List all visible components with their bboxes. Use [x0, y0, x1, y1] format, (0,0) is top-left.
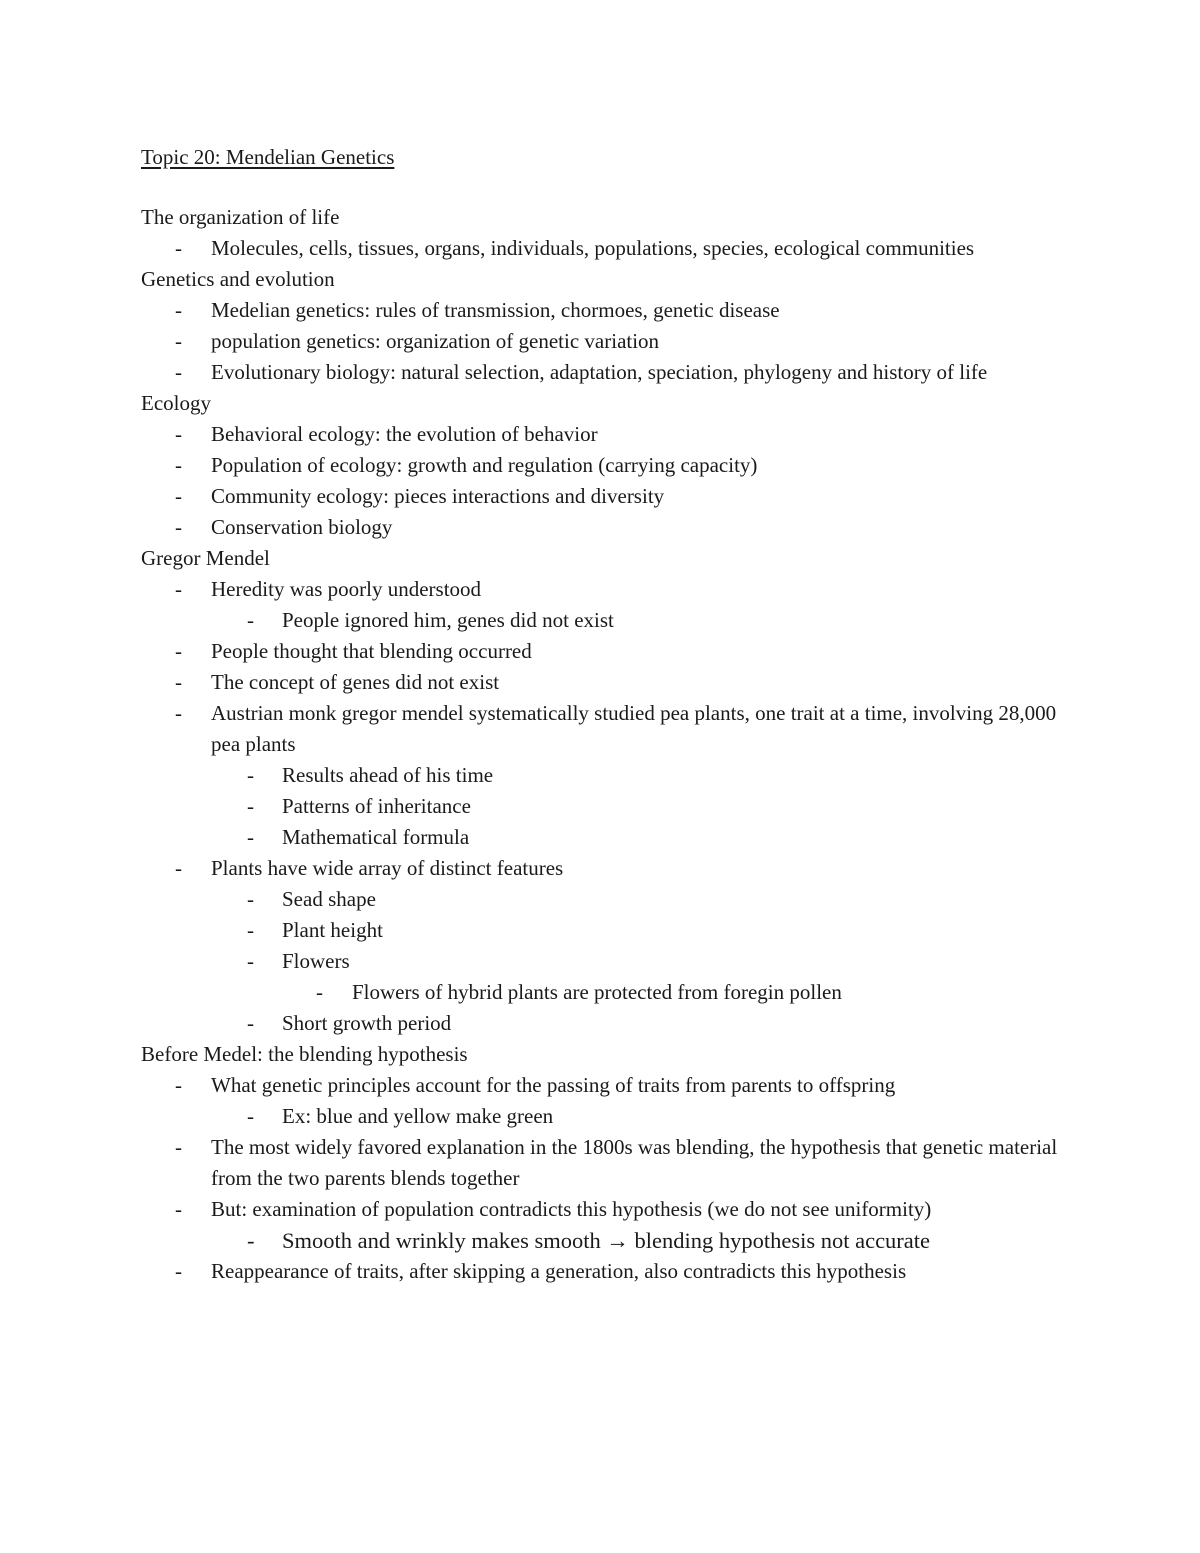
bullet-item-level-1	[141, 326, 1071, 357]
dash-bullet-icon: -	[247, 763, 254, 787]
dash-bullet-icon: -	[175, 1135, 182, 1159]
bullet-item-level-2	[141, 791, 1071, 822]
dash-bullet-icon: -	[175, 484, 182, 508]
bullet-text: Flowers of hybrid plants are protected from foregin pollen	[352, 980, 842, 1004]
bullet-text: The most widely favored explanation in the 1800s was blending, the hypothesis that genetic material from the two parents blends together	[211, 1135, 1058, 1190]
bullet-text: Short growth period	[282, 1011, 452, 1035]
notes-body	[141, 202, 1071, 1287]
bullet-item-level-1	[141, 636, 1071, 667]
dash-bullet-icon: -	[175, 639, 182, 663]
dash-bullet-icon: -	[247, 1104, 254, 1128]
dash-bullet-icon: -	[175, 1073, 182, 1097]
dash-bullet-icon: -	[247, 1011, 254, 1035]
bullet-item-level-1	[141, 1194, 1071, 1225]
section-heading: Genetics and evolution	[141, 267, 335, 291]
bullet-item-level-1	[141, 698, 1071, 760]
bullet-text: Austrian monk gregor mendel systematically studied pea plants, one trait at a time, involving 28,000 pea plants	[211, 701, 1057, 756]
bullet-item-level-1	[141, 450, 1071, 481]
bullet-item-level-1	[141, 667, 1071, 698]
dash-bullet-icon: -	[175, 1259, 182, 1283]
bullet-item-level-1	[141, 574, 1071, 605]
bullet-item-level-1	[141, 512, 1071, 543]
bullet-text: People thought that blending occurred	[211, 639, 532, 663]
bullet-text: Heredity was poorly understood	[211, 577, 482, 601]
dash-bullet-icon: -	[175, 329, 182, 353]
bullet-text: Reappearance of traits, after skipping a generation, also contradicts this hypothesis	[211, 1259, 907, 1283]
section-heading: Gregor Mendel	[141, 546, 270, 570]
bullet-text: Flowers	[282, 949, 350, 973]
bullet-item-level-2	[141, 1008, 1071, 1039]
bullet-item-level-1	[141, 1256, 1071, 1287]
bullet-item-level-2	[141, 884, 1071, 915]
document-title: Topic 20: Mendelian Genetics	[141, 145, 395, 169]
bullet-item-level-2	[141, 760, 1071, 791]
dash-bullet-icon: -	[247, 949, 254, 973]
bullet-text: Results ahead of his time	[282, 763, 494, 787]
bullet-text: Population of ecology: growth and regulation (carrying capacity)	[211, 453, 758, 477]
bullet-text: Ex: blue and yellow make green	[282, 1104, 554, 1128]
bullet-item-level-2	[141, 605, 1071, 636]
dash-bullet-icon: -	[175, 577, 182, 601]
bullet-text: Sead shape	[282, 887, 376, 911]
dash-bullet-icon: -	[175, 856, 182, 880]
bullet-item-level-1	[141, 419, 1071, 450]
bullet-item-level-1	[141, 233, 1071, 264]
section-heading: Before Medel: the blending hypothesis	[141, 1042, 468, 1066]
bullet-text: Smooth and wrinkly makes smooth → blending hypothesis not accurate	[282, 1228, 931, 1253]
bullet-item-level-1	[141, 1132, 1071, 1194]
bullet-text: People ignored him, genes did not exist	[282, 608, 614, 632]
dash-bullet-icon: -	[175, 422, 182, 446]
bullet-item-level-1	[141, 481, 1071, 512]
dash-bullet-icon: -	[316, 980, 323, 1004]
bullet-text: What genetic principles account for the passing of traits from parents to offspring	[211, 1073, 896, 1097]
bullet-text: Medelian genetics: rules of transmission, chormoes, genetic disease	[211, 298, 780, 322]
bullet-item-level-2	[141, 1101, 1071, 1132]
dash-bullet-icon: -	[175, 453, 182, 477]
bullet-text: Mathematical formula	[282, 825, 470, 849]
bullet-item-level-2	[141, 1225, 1071, 1256]
bullet-item-level-2	[141, 915, 1071, 946]
dash-bullet-icon: -	[247, 887, 254, 911]
bullet-item-level-2	[141, 822, 1071, 853]
bullet-text: Plants have wide array of distinct features	[211, 856, 564, 880]
bullet-text: Behavioral ecology: the evolution of behavior	[211, 422, 598, 446]
dash-bullet-icon: -	[247, 1228, 255, 1253]
bullet-item-level-1	[141, 295, 1071, 326]
dash-bullet-icon: -	[175, 515, 182, 539]
dash-bullet-icon: -	[175, 1197, 182, 1221]
dash-bullet-icon: -	[247, 825, 254, 849]
bullet-text: Patterns of inheritance	[282, 794, 471, 818]
section-heading: Ecology	[141, 391, 211, 415]
bullet-text: population genetics: organization of genetic variation	[211, 329, 660, 353]
bullet-item-level-1	[141, 853, 1071, 884]
dash-bullet-icon: -	[247, 918, 254, 942]
section-heading: The organization of life	[141, 205, 340, 229]
bullet-text: Community ecology: pieces interactions and diversity	[211, 484, 665, 508]
bullet-text: Plant height	[282, 918, 383, 942]
bullet-text: Molecules, cells, tissues, organs, individuals, populations, species, ecological communities	[211, 236, 975, 260]
bullet-text: Conservation biology	[211, 515, 393, 539]
bullet-text: But: examination of population contradicts this hypothesis (we do not see uniformity)	[211, 1197, 932, 1221]
bullet-item-level-2	[141, 946, 1071, 977]
dash-bullet-icon: -	[247, 794, 254, 818]
bullet-text: Evolutionary biology: natural selection, adaptation, speciation, phylogeny and history of life	[211, 360, 988, 384]
dash-bullet-icon: -	[175, 360, 182, 384]
dash-bullet-icon: -	[175, 701, 182, 725]
bullet-item-level-1	[141, 357, 1071, 388]
dash-bullet-icon: -	[175, 298, 182, 322]
bullet-text: The concept of genes did not exist	[211, 670, 500, 694]
bullet-item-level-1	[141, 1070, 1071, 1101]
bullet-item-level-3	[141, 977, 1071, 1008]
dash-bullet-icon: -	[175, 236, 182, 260]
dash-bullet-icon: -	[175, 670, 182, 694]
dash-bullet-icon: -	[247, 608, 254, 632]
